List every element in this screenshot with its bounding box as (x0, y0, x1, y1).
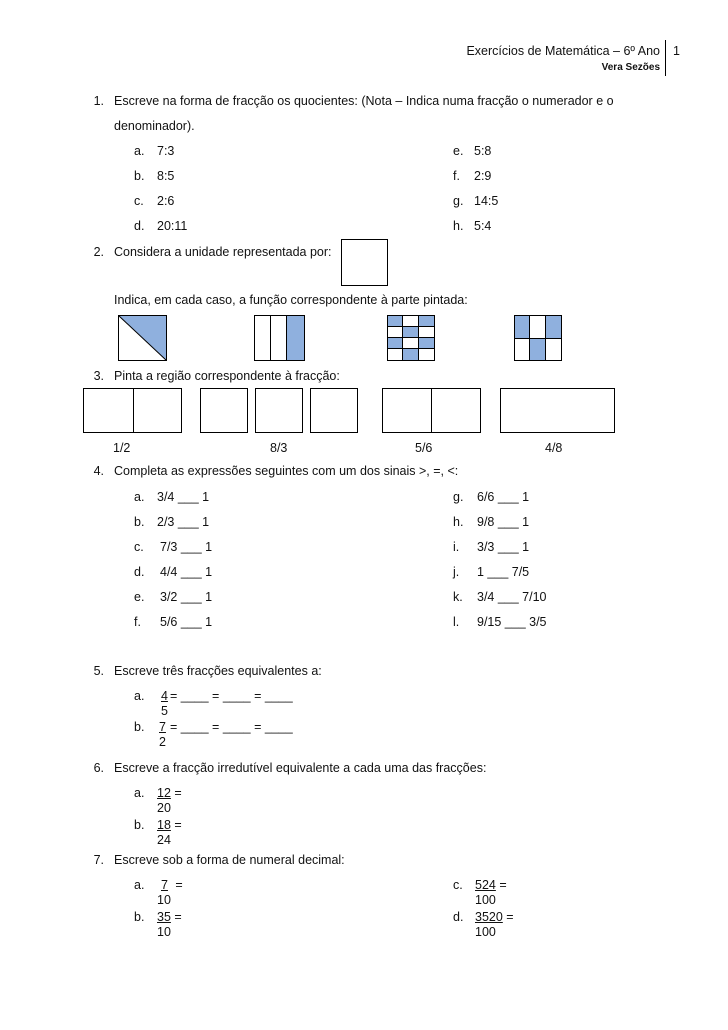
q4-item-value: 6/6 ___ 1 (477, 490, 530, 504)
unit-square (341, 239, 388, 286)
q4-item-value: 3/3 ___ 1 (477, 540, 530, 554)
q2-number: 2. (93, 245, 104, 259)
equals: = (170, 786, 182, 800)
q1-item-label: f. (453, 169, 460, 183)
figure-six-grid (514, 315, 562, 361)
q3-label-3: 5/6 (415, 441, 433, 455)
q6-fraction-b (157, 818, 182, 848)
q3-label-1: 1/2 (113, 441, 131, 455)
q4-text: Completa as expressões seguintes com um dos sinais >, =, <: (114, 464, 459, 478)
q7-fraction-a (157, 878, 183, 908)
q3-number: 3. (93, 369, 104, 383)
q1-item-label: a. (134, 144, 145, 158)
q6-item-label: a. (134, 786, 145, 800)
q2-instruction: Indica, em cada caso, a função correspondente à parte pintada: (114, 293, 468, 307)
q1-item-value: 7:3 (157, 144, 175, 158)
q5-fraction-a (161, 689, 168, 719)
equals: = (171, 878, 183, 892)
figure-vertical-strips (254, 315, 304, 361)
numerator: 7 (161, 878, 168, 892)
numerator: 524 (475, 878, 496, 892)
numerator: 35 (157, 910, 171, 924)
q4-item-label: e. (134, 590, 145, 604)
numerator: 7 (159, 720, 166, 734)
q4-item-label: h. (453, 515, 464, 529)
q4-item-value: 3/4 ___ 7/10 (477, 590, 547, 604)
q7-item-label: c. (453, 878, 463, 892)
denominator: 2 (159, 735, 166, 749)
q6-fraction-a (157, 786, 182, 816)
denominator: 24 (157, 833, 171, 847)
q3-label-4: 4/8 (545, 441, 563, 455)
shape-unit-3[interactable] (310, 388, 358, 433)
q4-item-label: f. (134, 615, 141, 629)
q7-fraction-d (475, 910, 514, 940)
denominator: 100 (475, 925, 496, 939)
q4-item-value: 1 ___ 7/5 (477, 565, 530, 579)
q1-item-label: b. (134, 169, 145, 183)
q4-item-value: 3/4 ___ 1 (157, 490, 210, 504)
q7-item-label: b. (134, 910, 145, 924)
q1-item-value: 20:11 (157, 219, 188, 233)
equals: = (502, 910, 514, 924)
q7-item-label: d. (453, 910, 464, 924)
q5-number: 5. (93, 664, 104, 678)
q7-number: 7. (93, 853, 104, 867)
header-divider (665, 40, 666, 76)
q6-item-label: b. (134, 818, 145, 832)
q1-item-label: c. (134, 194, 144, 208)
q1-item-value: 5:4 (474, 219, 492, 233)
q4-item-label: b. (134, 515, 145, 529)
q6-number: 6. (93, 761, 104, 775)
q4-item-label: g. (453, 490, 464, 504)
denominator: 100 (475, 893, 496, 907)
q4-item-value: 2/3 ___ 1 (157, 515, 210, 529)
numerator: 18 (157, 818, 171, 832)
page-number: 1 (673, 44, 680, 58)
q5-blanks-b[interactable]: = ____ = ____ = ____ (170, 720, 293, 734)
q4-item-value: 4/4 ___ 1 (160, 565, 213, 579)
q1-item-label: g. (453, 194, 464, 208)
q1-item-value: 8:5 (157, 169, 175, 183)
q1-item-label: d. (134, 219, 145, 233)
q2-text: Considera a unidade representada por: (114, 245, 332, 259)
figure-checker-grid (387, 315, 435, 361)
denominator: 5 (161, 704, 168, 718)
shape-two-parts-b[interactable] (382, 388, 481, 433)
document-title: Exercícios de Matemática – 6º Ano (466, 44, 660, 58)
equals: = (495, 878, 507, 892)
figure-diagonal-square (118, 315, 167, 361)
q1-item-label: e. (453, 144, 464, 158)
q3-label-2: 8/3 (270, 441, 288, 455)
denominator: 10 (157, 925, 171, 939)
q7-fraction-b (157, 910, 182, 940)
q4-item-value: 9/8 ___ 1 (477, 515, 530, 529)
equals: = (170, 910, 182, 924)
q1-text-line2: denominador). (114, 119, 195, 133)
q5-item-label: b. (134, 720, 145, 734)
q4-item-label: c. (134, 540, 144, 554)
numerator: 3520 (475, 910, 503, 924)
q1-item-label: h. (453, 219, 464, 233)
q1-item-value: 2:6 (157, 194, 175, 208)
q4-item-label: d. (134, 565, 145, 579)
q4-item-label: i. (453, 540, 460, 554)
numerator: 4 (161, 689, 168, 703)
q7-text: Escreve sob a forma de numeral decimal: (114, 853, 345, 867)
q4-item-value: 5/6 ___ 1 (160, 615, 213, 629)
q4-item-value: 3/2 ___ 1 (160, 590, 213, 604)
shape-rectangle[interactable] (500, 388, 615, 433)
q1-item-value: 5:8 (474, 144, 492, 158)
q5-blanks-a[interactable]: = ____ = ____ = ____ (170, 689, 293, 703)
shape-unit-2[interactable] (255, 388, 303, 433)
q5-fraction-b (159, 720, 166, 750)
q4-item-label: l. (453, 615, 460, 629)
q5-item-label: a. (134, 689, 145, 703)
q6-text: Escreve a fracção irredutível equivalente a cada uma das fracções: (114, 761, 487, 775)
q1-text-line1: Escreve na forma de fracção os quocientes: (Nota – Indica numa fracção o numerador e o (114, 94, 614, 108)
q4-number: 4. (93, 464, 104, 478)
q4-item-label: j. (453, 565, 460, 579)
q3-text: Pinta a região correspondente à fracção: (114, 369, 340, 383)
equals: = (170, 818, 182, 832)
q7-fraction-c (475, 878, 507, 908)
q4-item-value: 7/3 ___ 1 (160, 540, 213, 554)
shape-two-parts[interactable] (83, 388, 182, 433)
q4-item-label: k. (453, 590, 463, 604)
q1-item-value: 2:9 (474, 169, 492, 183)
q7-item-label: a. (134, 878, 145, 892)
denominator: 20 (157, 801, 171, 815)
document-author: Vera Sezões (601, 62, 660, 73)
q4-item-label: a. (134, 490, 145, 504)
q5-text: Escreve três fracções equivalentes a: (114, 664, 322, 678)
q1-number: 1. (93, 94, 104, 108)
numerator: 12 (157, 786, 171, 800)
denominator: 10 (157, 893, 171, 907)
q1-item-value: 14:5 (474, 194, 499, 208)
shape-unit-1[interactable] (200, 388, 248, 433)
q4-item-value: 9/15 ___ 3/5 (477, 615, 547, 629)
